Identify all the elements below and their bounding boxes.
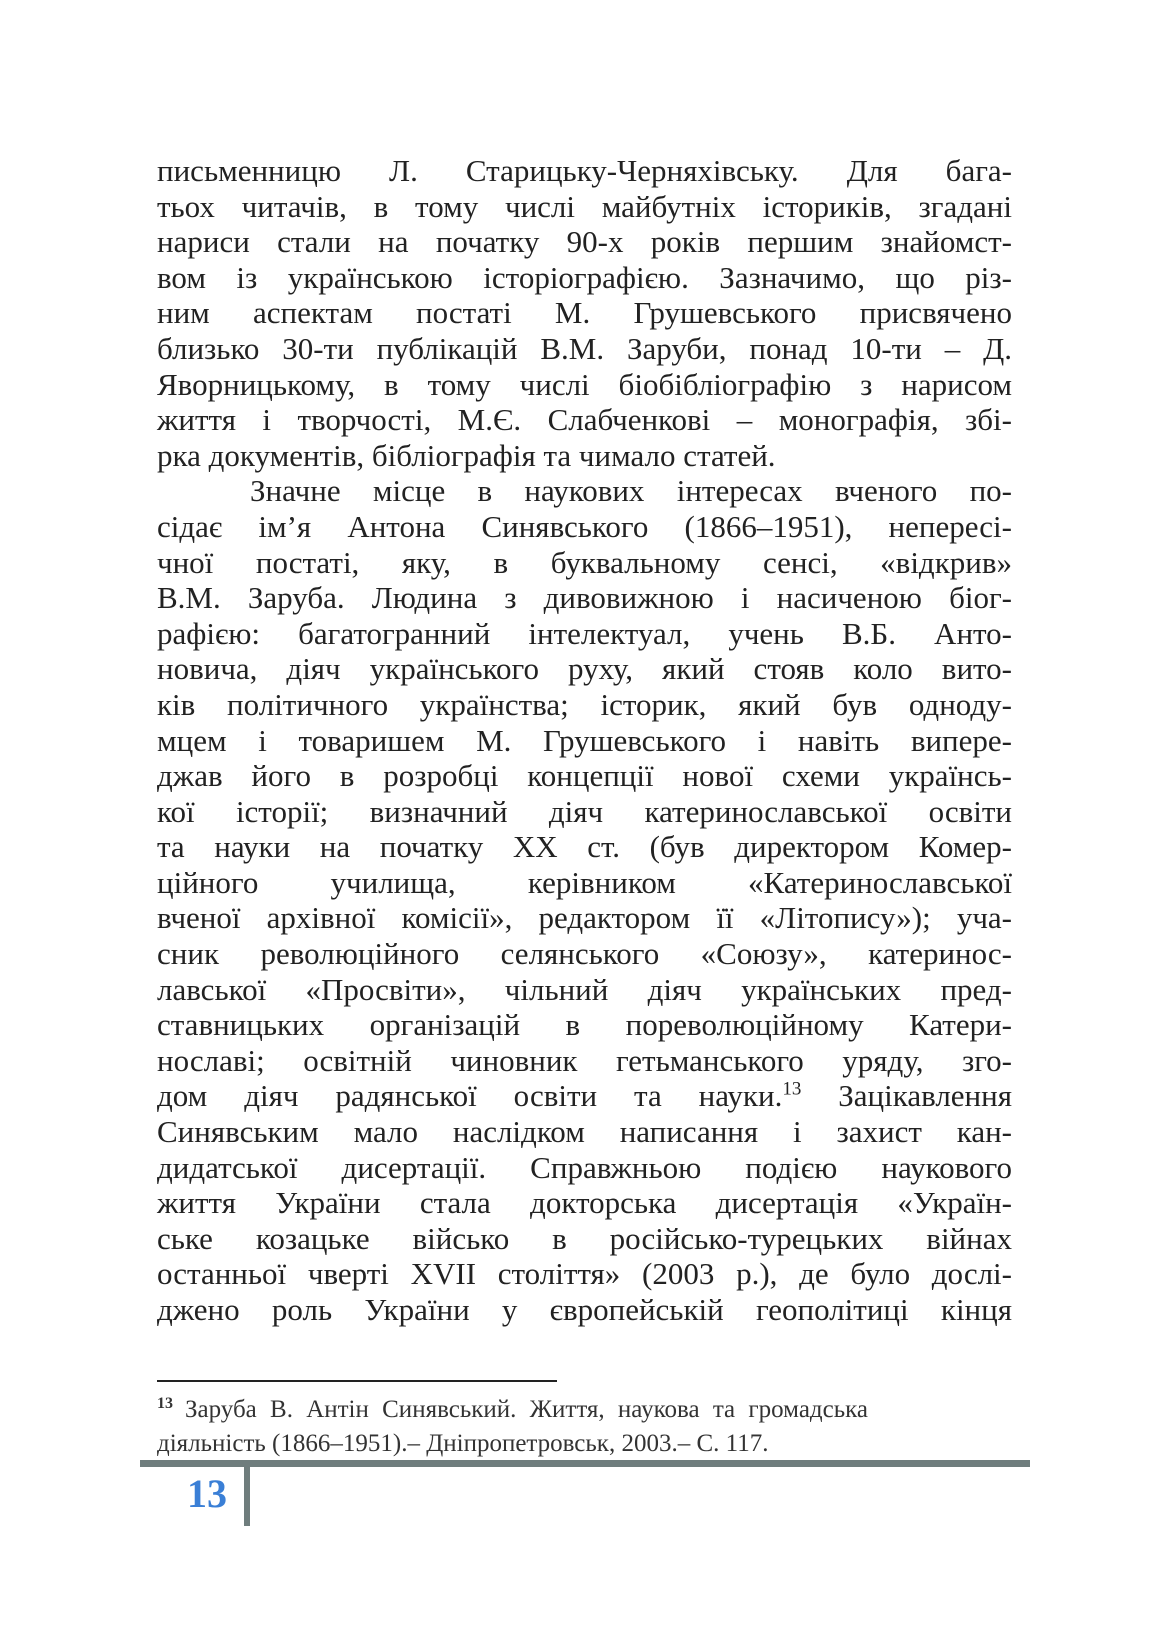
main-text bbox=[157, 153, 1012, 1328]
text-line: тьох читачів, в тому числі майбутніх істориків, згадані bbox=[157, 188, 1012, 224]
text-line: нославі; освітній чиновник гетьманського уряду, зго- bbox=[157, 1042, 1012, 1078]
text-line: життя України стала докторська дисертація «Україн- bbox=[157, 1185, 1012, 1221]
text-line: рафією: багатогранний інтелектуал, учень В.Б. Анто- bbox=[157, 615, 1012, 651]
page-number: 13 bbox=[187, 1471, 227, 1516]
text-line: вченої архівної комісії», редактором її «Літопису»); уча- bbox=[157, 900, 1012, 936]
text-line: джав його в розробці концепції нової схеми українсь- bbox=[157, 758, 1012, 794]
text-line: мцем і товаришем М. Грушевського і навіть випере- bbox=[157, 722, 1012, 758]
text-line: Синявським мало наслідком написання і захист кан- bbox=[157, 1114, 1012, 1150]
text-line: сідає ім’я Антона Синявського (1866–1951), непересі- bbox=[157, 508, 1012, 544]
text-line: дидатської дисертації. Справжньою подією наукового bbox=[157, 1149, 1012, 1185]
text-line: та науки на початку ХХ ст. (був директором Комер- bbox=[157, 829, 1012, 865]
footnote-number: 13 bbox=[157, 1394, 173, 1412]
footer-rule bbox=[140, 1460, 1030, 1467]
text-line: життя і творчості, М.Є. Слабченкові – монографія, збі- bbox=[157, 402, 1012, 438]
footnote-line bbox=[157, 1393, 957, 1427]
text-line: сник революційного селянського «Союзу», катеринос- bbox=[157, 936, 1012, 972]
footnote bbox=[157, 1393, 957, 1461]
footer-divider bbox=[244, 1460, 250, 1526]
text-fragment: дом діяч радянської освіти та науки. bbox=[157, 1078, 783, 1114]
footnote-line: діяльність (1866–1951).– Дніпропетровськ, 2003.– С. 117. bbox=[157, 1430, 769, 1457]
text-line: ним аспектам постаті М. Грушевського присвячено bbox=[157, 295, 1012, 331]
text-line: ставницьких організацій в пореволюційному Катери- bbox=[157, 1007, 1012, 1043]
text-line: лавської «Просвіти», чільний діяч українських пред- bbox=[157, 971, 1012, 1007]
text-line: вом із українською історіографією. Зазначимо, що різ- bbox=[157, 259, 1012, 295]
text-line: ків політичного українства; історик, який був одноду- bbox=[157, 686, 1012, 722]
text-line: ційного училища, керівником «Катеринославської bbox=[157, 864, 1012, 900]
text-line: близько 30-ти публікацій В.М. Заруби, понад 10-ти – Д. bbox=[157, 330, 1012, 366]
text-line-with-footnote bbox=[157, 1078, 1012, 1114]
text-line: кої історії; визначний діяч катеринославської освіти bbox=[157, 793, 1012, 829]
text-line: новича, діяч українського руху, який стояв коло вито- bbox=[157, 651, 1012, 687]
text-line: письменницю Л. Старицьку-Черняхівську. Для бага- bbox=[157, 153, 1012, 188]
text-line: нариси стали на початку 90-х років першим знайомст- bbox=[157, 224, 1012, 260]
text-line: джено роль України у європейській геополітиці кінця bbox=[157, 1292, 1012, 1327]
footnote-reference[interactable]: 13 bbox=[782, 1079, 802, 1101]
text-fragment: Зацікавлення bbox=[801, 1078, 1012, 1114]
text-line: чної постаті, яку, в буквальному сенсі, «відкрив» bbox=[157, 544, 1012, 580]
text-line: ське козацьке військо в російсько-турецьких війнах bbox=[157, 1220, 1012, 1256]
text-line: Яворницькому, в тому числі біобібліографію з нарисом bbox=[157, 366, 1012, 402]
text-line: останньої чверті XVII століття» (2003 р.), де було дослі- bbox=[157, 1256, 1012, 1292]
footnote-separator bbox=[157, 1380, 557, 1382]
text-line: рка документів, бібліографія та чимало статей. bbox=[157, 437, 776, 473]
text-line: Значне місце в наукових інтересах вченого по- bbox=[250, 473, 1012, 509]
text-line: В.М. Заруба. Людина з дивовижною і насиченою біог- bbox=[157, 580, 1012, 616]
footnote-text: Заруба В. Антін Синявський. Життя, наукова та громадська bbox=[185, 1396, 869, 1423]
